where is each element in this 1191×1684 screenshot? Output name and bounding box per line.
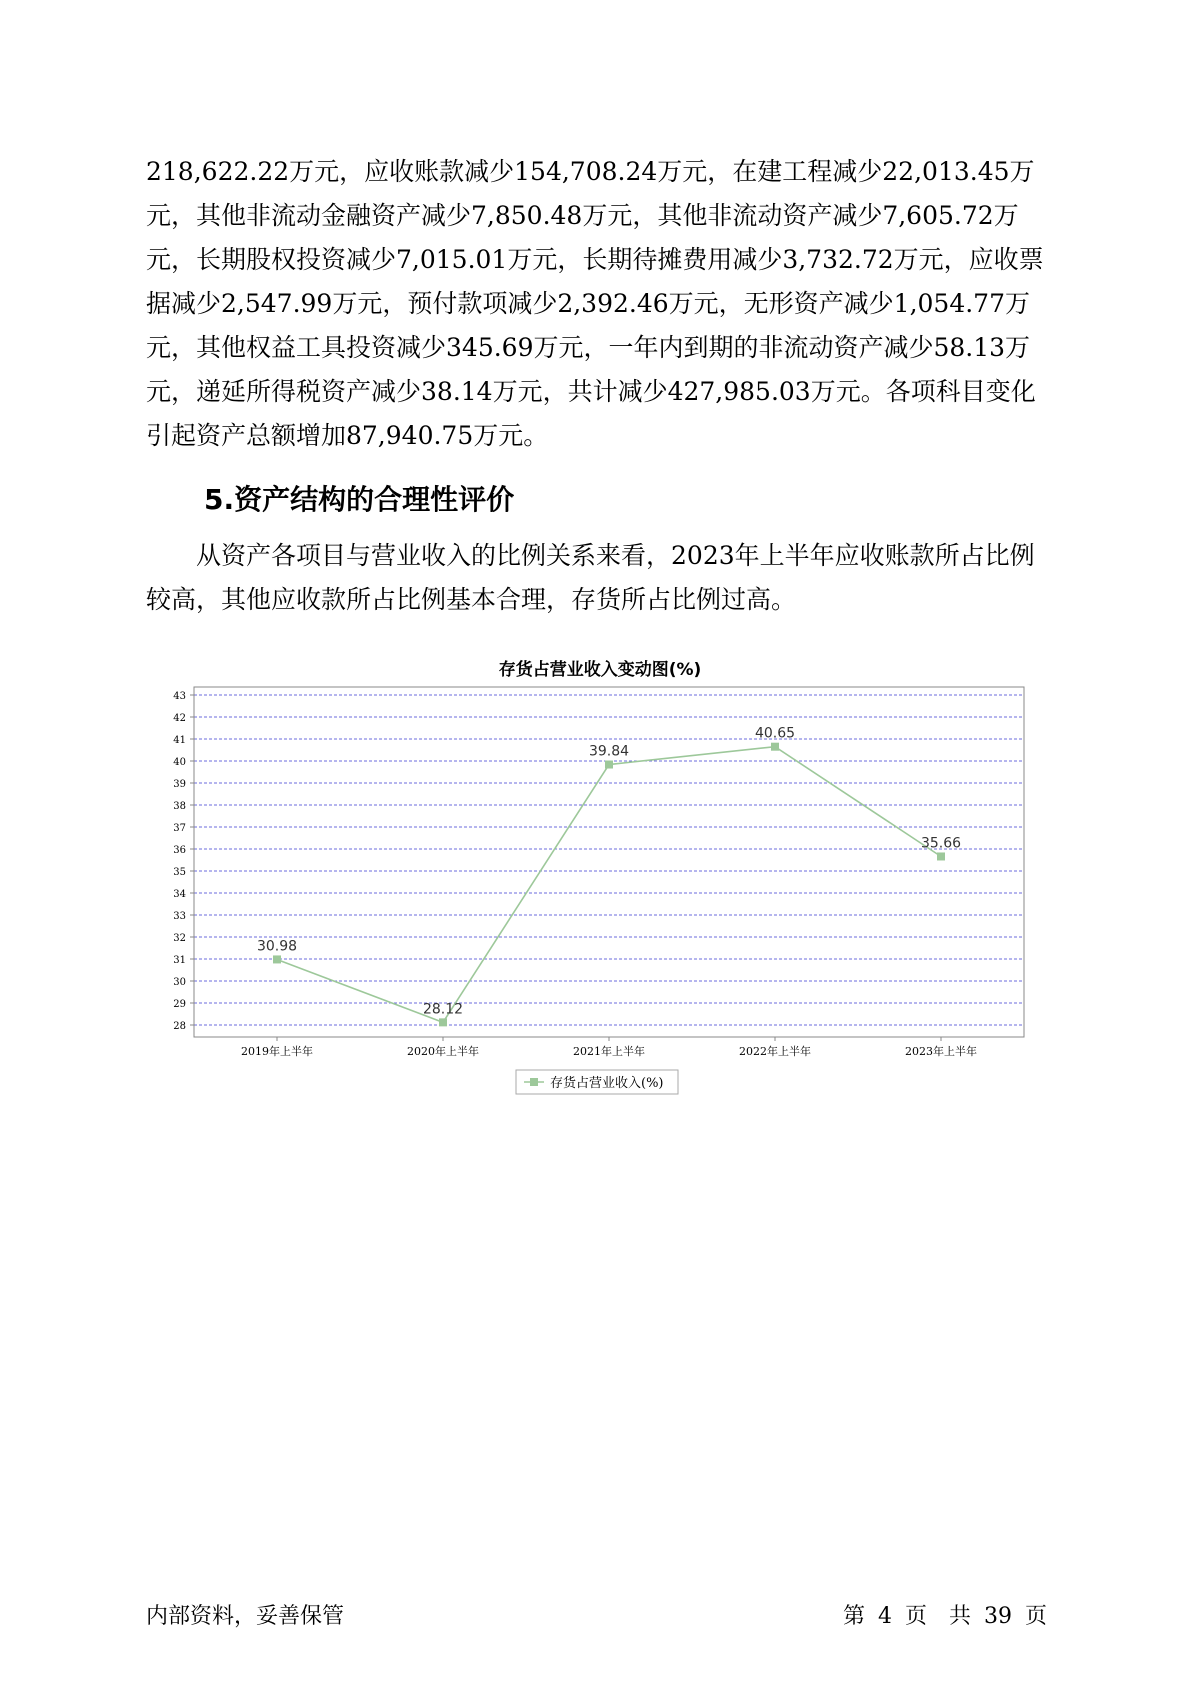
y-tick-label: 31 bbox=[173, 955, 186, 966]
data-point bbox=[771, 743, 779, 751]
y-tick-label: 39 bbox=[173, 779, 186, 790]
y-tick-label: 33 bbox=[173, 911, 186, 922]
x-tick-label: 2019年上半年 bbox=[241, 1045, 313, 1058]
body-paragraph-1: 218,622.22万元，应收账款减少154,708.24万元，在建工程减少22,013.45万元，其他非流动金融资产减少7,850.48万元，其他非流动资产减少7,605.72万元，长期股权投资减少7,015.01万元，长期待摊费用减少3,732.72万元，应收票据减少2,547.99万元，预付款项减少2,392.46万元，无形资产减少1,054.77万元，其他权益工具投资减少345.69万元，一年内到期的非流动资产减少58.13万元，递延所得税资产减少38.14万元，共计减少427,985.03万元。各项科目变化引起资产总额增加87,940.75万元。 bbox=[146, 157, 1044, 450]
chart-title: 存货占营业收入变动图(%) bbox=[498, 660, 702, 680]
chart-series bbox=[273, 743, 945, 1027]
chart-legend bbox=[516, 1070, 678, 1094]
footer-page-number: 第 4 页 共 39 页 bbox=[843, 1604, 1047, 1629]
y-tick-label: 42 bbox=[173, 713, 186, 724]
data-label: 30.98 bbox=[256, 938, 298, 955]
data-point bbox=[605, 761, 613, 769]
y-tick-label: 35 bbox=[173, 867, 186, 878]
data-label: 39.84 bbox=[588, 743, 630, 760]
section-heading: 5.资产结构的合理性评价 bbox=[204, 483, 515, 516]
legend-label: 存货占营业收入(%) bbox=[550, 1076, 664, 1091]
y-tick-label: 29 bbox=[173, 999, 186, 1010]
y-tick-label: 30 bbox=[173, 977, 186, 988]
x-tick-label: 2020年上半年 bbox=[407, 1045, 479, 1058]
data-point bbox=[439, 1018, 447, 1026]
data-point bbox=[937, 852, 945, 860]
x-tick-label: 2021年上半年 bbox=[573, 1045, 645, 1058]
y-axis-ticks bbox=[173, 691, 194, 1032]
data-label: 28.12 bbox=[422, 1001, 464, 1018]
y-tick-label: 41 bbox=[173, 735, 186, 746]
chart-data-labels bbox=[257, 726, 961, 1018]
y-tick-label: 37 bbox=[173, 823, 186, 834]
y-tick-label: 38 bbox=[173, 801, 186, 812]
y-tick-label: 34 bbox=[173, 889, 186, 900]
data-label: 35.66 bbox=[920, 835, 962, 852]
footer-confidential-note: 内部资料，妥善保管 bbox=[146, 1604, 345, 1629]
y-tick-label: 40 bbox=[173, 757, 186, 768]
y-tick-label: 36 bbox=[173, 845, 186, 856]
x-tick-label: 2023年上半年 bbox=[905, 1045, 977, 1058]
inventory-revenue-chart bbox=[160, 650, 1040, 1110]
y-tick-label: 32 bbox=[173, 933, 186, 944]
legend-marker bbox=[530, 1078, 538, 1086]
x-axis-ticks bbox=[241, 1037, 977, 1058]
y-tick-label: 28 bbox=[173, 1021, 186, 1032]
data-point bbox=[273, 955, 281, 963]
body-paragraph-2: 从资产各项目与营业收入的比例关系来看，2023年上半年应收账款所占比例较高，其他应收款所占比例基本合理，存货所占比例过高。 bbox=[146, 541, 1035, 614]
data-label: 40.65 bbox=[754, 725, 796, 742]
x-tick-label: 2022年上半年 bbox=[739, 1045, 811, 1058]
y-tick-label: 43 bbox=[173, 691, 186, 702]
